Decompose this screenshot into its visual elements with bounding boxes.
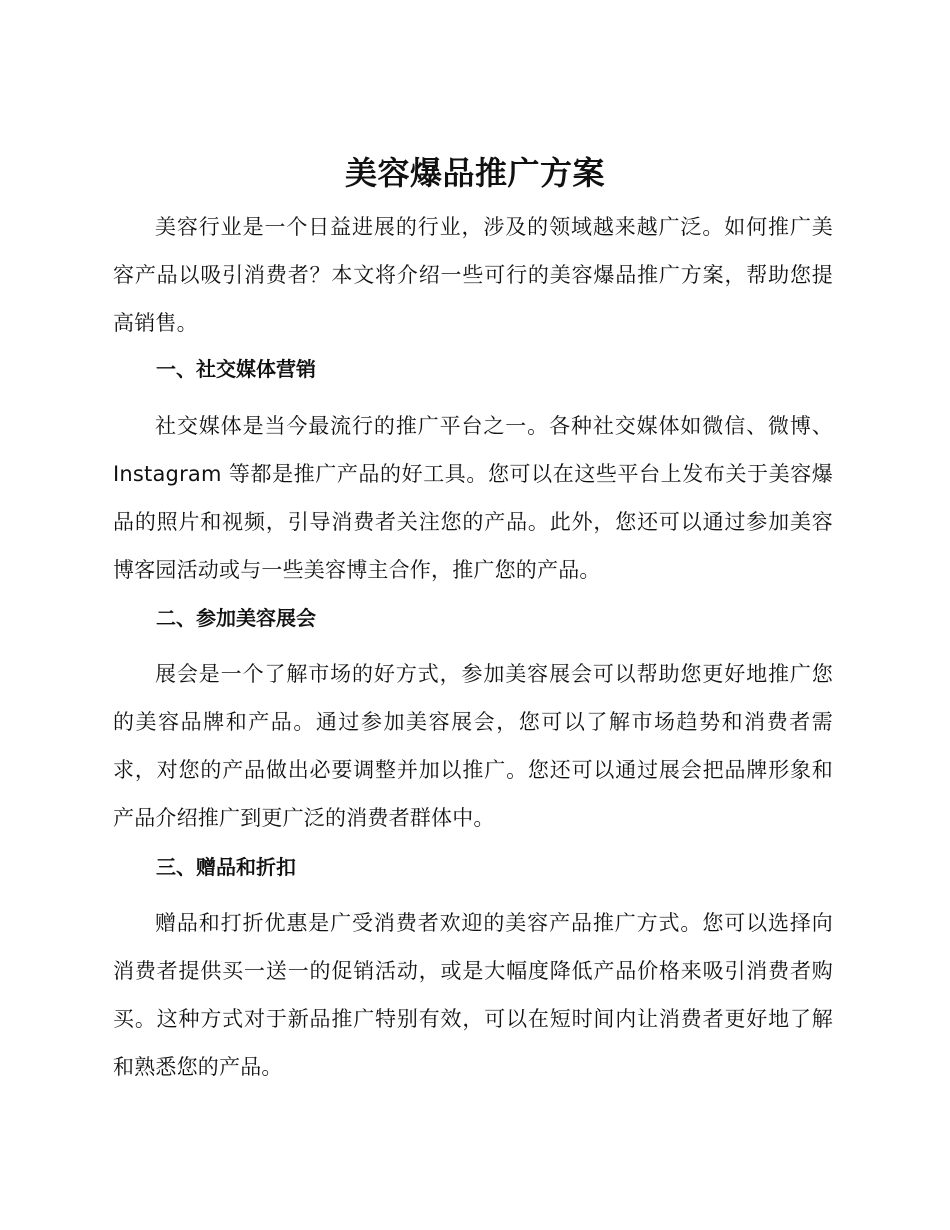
section-body-social-media: 社交媒体是当今最流行的推广平台之一。各种社交媒体如微信、微博、Instagram 等都是推广产品的好工具。您可以在这些平台上发布关于美容爆品的照片和视频，引导消费者关注您的产品。此外，您还可以通过参加美容博客园活动或与一些美容博主合作，推广您的产品。 <box>113 414 833 582</box>
intro-paragraph: 美容行业是一个日益进展的行业，涉及的领域越来越广泛。如何推广美容产品以吸引消费者？本文将介绍一些可行的美容爆品推广方案，帮助您提高销售。 <box>113 215 833 335</box>
section-heading-gifts-discounts: 三、赠品和折扣 <box>156 855 296 879</box>
section-heading-beauty-expo: 二、参加美容展会 <box>156 606 316 630</box>
section-body-beauty-expo: 展会是一个了解市场的好方式，参加美容展会可以帮助您更好地推广您的美容品牌和产品。通过参加美容展会，您可以了解市场趋势和消费者需求，对您的产品做出必要调整并加以推广。您还可以通过展会把品牌形象和产品介绍推广到更广泛的消费者群体中。 <box>113 662 833 830</box>
section-heading-social-media: 一、社交媒体营销 <box>156 357 316 381</box>
document-title: 美容爆品推广方案 <box>344 154 605 192</box>
section-body-gifts-discounts: 赠品和打折优惠是广受消费者欢迎的美容产品推广方式。您可以选择向消费者提供买一送一的促销活动，或是大幅度降低产品价格来吸引消费者购买。这种方式对于新品推广特别有效，可以在短时间内让消费者更好地了解和熟悉您的产品。 <box>113 911 833 1079</box>
